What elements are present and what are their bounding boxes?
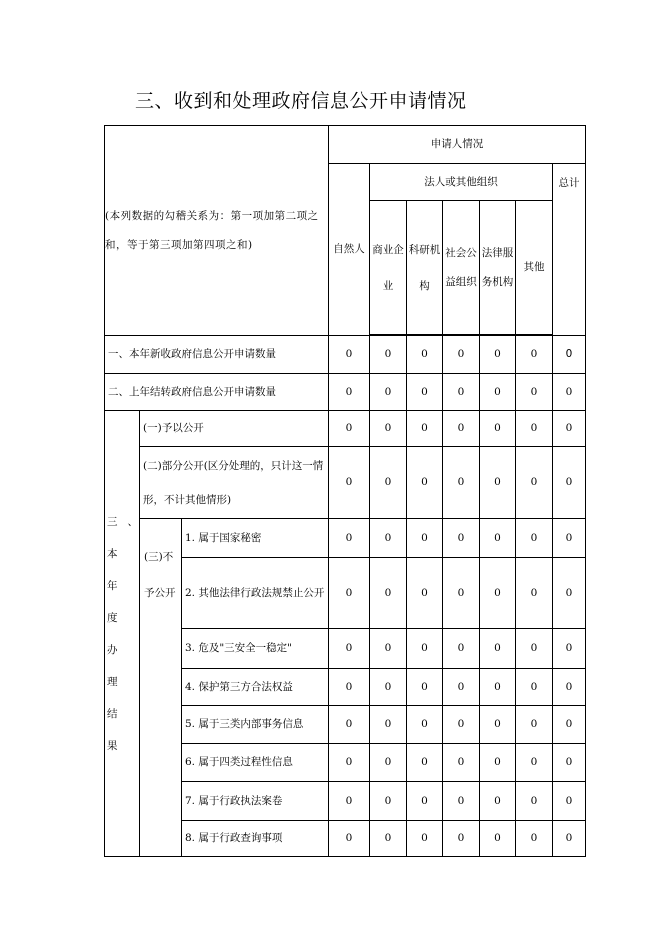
cell: 0	[370, 821, 407, 857]
cell: 0	[480, 629, 516, 669]
cell: 0	[443, 744, 480, 782]
cell: 0	[516, 744, 553, 782]
cell: 0	[553, 782, 586, 821]
cell: 0	[370, 782, 407, 821]
commercial-header: 商业企业	[370, 201, 407, 335]
note-cell: (本列数据的勾稽关系为：第一项加第二项之和，等于第三项加第四项之和)	[105, 126, 329, 336]
table-row	[105, 447, 587, 519]
cell: 0	[480, 821, 516, 857]
cell: 0	[329, 447, 370, 519]
cell: 0	[516, 558, 553, 629]
cell: 0	[407, 706, 443, 744]
cell: 0	[329, 558, 370, 629]
cell: 0	[480, 706, 516, 744]
cell: 0	[407, 447, 443, 519]
cell: 0	[370, 558, 407, 629]
cell: 0	[407, 336, 443, 374]
cell: 0	[553, 821, 586, 857]
cell: 0	[407, 519, 443, 558]
cell: 0	[370, 744, 407, 782]
row-label: 6. 属于四类过程性信息	[182, 744, 329, 782]
cell: 0	[329, 374, 370, 411]
cell: 0	[443, 782, 480, 821]
cell: 0	[553, 411, 586, 447]
cell: 0	[329, 706, 370, 744]
cell: 0	[480, 782, 516, 821]
cell: 0	[443, 629, 480, 669]
cell: 0	[370, 447, 407, 519]
cell: 0	[553, 447, 586, 519]
cell: 0	[329, 629, 370, 669]
cell: 0	[553, 558, 586, 629]
natural-person-header: 自然人	[329, 164, 370, 336]
row-label: 一、本年新收政府信息公开申请数量	[105, 336, 329, 374]
other-header: 其他	[516, 201, 553, 335]
cell: 0	[329, 821, 370, 857]
cell: 0	[516, 336, 553, 374]
applicant-header: 申请人情况	[329, 126, 586, 164]
cell: 0	[480, 411, 516, 447]
cell: 0	[480, 744, 516, 782]
cell: 0	[329, 411, 370, 447]
cell: 0	[516, 669, 553, 706]
cell: 0	[443, 336, 480, 374]
cell: 0	[407, 629, 443, 669]
cell: 0	[370, 411, 407, 447]
section-3-label: 三、本年度办理结果	[105, 411, 140, 857]
cell: 0	[407, 374, 443, 411]
research-header: 科研机构	[407, 201, 443, 335]
cell: 0	[443, 411, 480, 447]
cell: 0	[443, 669, 480, 706]
cell: 0	[516, 821, 553, 857]
cell: 0	[553, 374, 586, 411]
cell: 0	[516, 706, 553, 744]
cell: 0	[480, 447, 516, 519]
cell: 0	[407, 744, 443, 782]
cell: 0	[553, 669, 586, 706]
cell: 0	[553, 336, 586, 374]
cell: 0	[370, 629, 407, 669]
cell: 0	[480, 558, 516, 629]
legal-group-header: 法人或其他组织	[370, 164, 553, 201]
legal-service-header: 法律服务机构	[480, 201, 516, 335]
application-table	[104, 125, 586, 857]
total-header: 总计	[553, 164, 586, 336]
cell: 0	[480, 374, 516, 411]
cell: 0	[553, 519, 586, 558]
row-label: 3. 危及"三安全一稳定"	[182, 629, 329, 669]
cell: 0	[443, 706, 480, 744]
cell: 0	[407, 558, 443, 629]
table-row	[105, 374, 587, 411]
row-label: 1. 属于国家秘密	[182, 519, 329, 558]
cell: 0	[407, 821, 443, 857]
cell: 0	[443, 447, 480, 519]
cell: 0	[407, 411, 443, 447]
row-label: (一)予以公开	[140, 411, 329, 447]
cell: 0	[553, 744, 586, 782]
cell: 0	[516, 411, 553, 447]
row-label: (二)部分公开(区分处理的，只计这一情形，不计其他情形)	[140, 447, 329, 519]
page-title: 三、收到和处理政府信息公开申请情况	[135, 90, 467, 112]
table-row	[105, 411, 587, 447]
cell: 0	[516, 519, 553, 558]
cell: 0	[329, 782, 370, 821]
row-label: 2. 其他法律行政法规禁止公开	[182, 558, 329, 629]
cell: 0	[516, 629, 553, 669]
cell: 0	[553, 706, 586, 744]
cell: 0	[370, 519, 407, 558]
cell: 0	[480, 669, 516, 706]
row-label: 8. 属于行政查询事项	[182, 821, 329, 857]
cell: 0	[407, 669, 443, 706]
cell: 0	[516, 447, 553, 519]
cell: 0	[329, 336, 370, 374]
table-row	[105, 336, 587, 374]
row-label: 7. 属于行政执法案卷	[182, 782, 329, 821]
row-label: 二、上年结转政府信息公开申请数量	[105, 374, 329, 411]
cell: 0	[516, 782, 553, 821]
cell: 0	[370, 669, 407, 706]
cell: 0	[480, 519, 516, 558]
cell: 0	[443, 821, 480, 857]
cell: 0	[329, 519, 370, 558]
cell: 0	[443, 519, 480, 558]
row-label: 4. 保护第三方合法权益	[182, 669, 329, 706]
cell: 0	[553, 629, 586, 669]
cell: 0	[370, 374, 407, 411]
cell: 0	[370, 706, 407, 744]
no-open-label: (三)不予公开	[140, 519, 182, 857]
cell: 0	[407, 782, 443, 821]
cell: 0	[443, 558, 480, 629]
public-welfare-header: 社会公益组织	[443, 201, 480, 335]
cell: 0	[370, 336, 407, 374]
cell: 0	[443, 374, 480, 411]
row-label: 5. 属于三类内部事务信息	[182, 706, 329, 744]
cell: 0	[329, 669, 370, 706]
cell: 0	[329, 744, 370, 782]
cell: 0	[480, 336, 516, 374]
table-row	[105, 519, 587, 558]
cell: 0	[516, 374, 553, 411]
